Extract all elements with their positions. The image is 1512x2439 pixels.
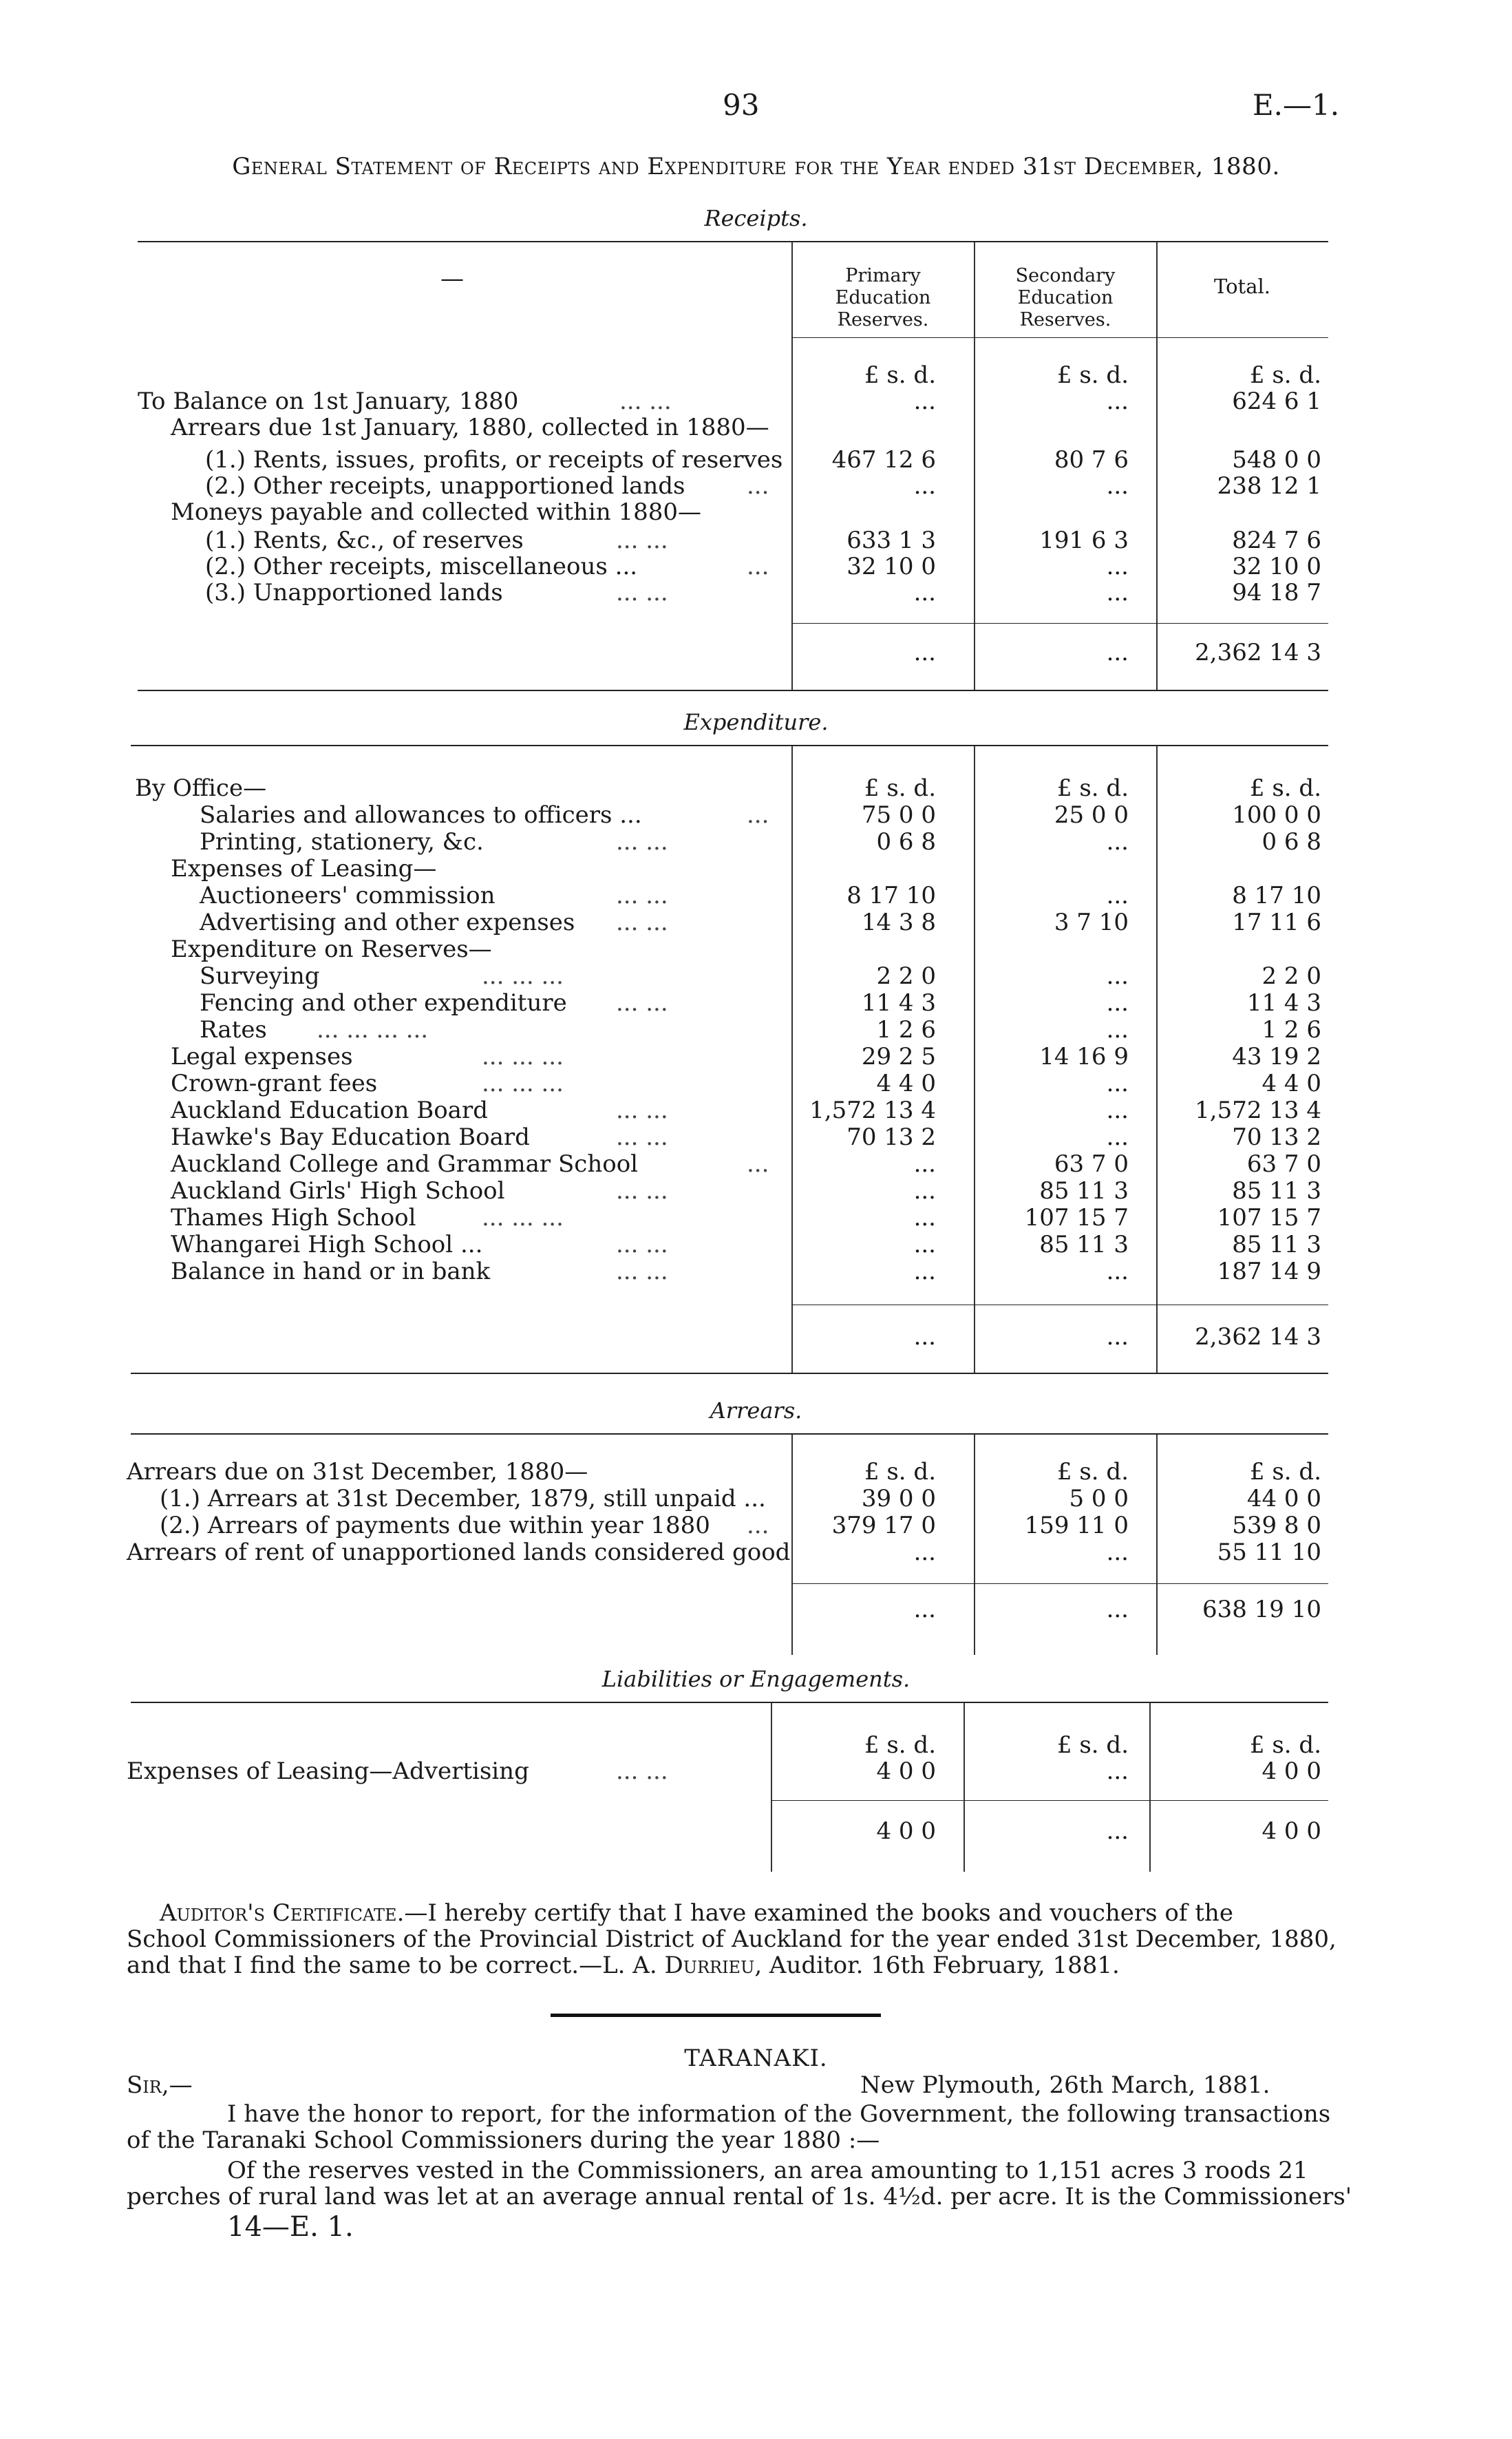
rule (131, 1373, 1328, 1374)
salutation: Sir,— (127, 2071, 193, 2099)
row-label: Arrears due on 31st December, 1880— (127, 1458, 588, 1486)
row-label: Moneys payable and collected within 1880— (171, 498, 702, 526)
primary-value: 633 1 3 (846, 527, 936, 554)
leader-dots: ... ... (616, 989, 668, 1017)
paragraph-line: Of the reserves vested in the Commissioners, an area amounting to 1,151 acres 3 roods 21 (227, 2157, 1308, 2184)
row-label: Crown-grant fees (171, 1070, 378, 1097)
leader-dots: ... ... (616, 1123, 668, 1151)
table-row (0, 1485, 1512, 1512)
unit-label: £ s. d. (864, 1731, 936, 1759)
table-row (0, 962, 1512, 990)
row-label: Expenses of Leasing— (171, 855, 437, 883)
table-row (0, 1043, 1512, 1070)
table-row (0, 1539, 1512, 1566)
secondary-value: ... (1106, 553, 1129, 580)
row-label: Whangarei High School ... (171, 1231, 483, 1258)
secondary-value: 159 11 0 (1024, 1512, 1129, 1539)
total-row (0, 1596, 1512, 1623)
section-separator (551, 2014, 881, 2017)
arrears-heading: Arrears. (710, 1397, 802, 1424)
secondary-value: 25 0 0 (1054, 801, 1129, 829)
total-value: 539 8 0 (1232, 1512, 1321, 1539)
leader-dots: ... ... (616, 1231, 668, 1258)
total-value: 70 13 2 (1232, 1123, 1321, 1151)
table-row (0, 553, 1512, 580)
row-label: Printing, stationery, &c. (200, 828, 484, 856)
liabilities-heading: Liabilities or Engagements. (601, 1666, 911, 1692)
row-label: Auckland Education Board (171, 1097, 488, 1124)
primary-value: 1,572 13 4 (809, 1097, 936, 1124)
leader-dots: ... ... (619, 388, 672, 415)
row-label: Balance in hand or in bank (171, 1258, 491, 1285)
total-value: 624 6 1 (1232, 388, 1321, 415)
units-row (0, 361, 1512, 389)
table-row (0, 909, 1512, 936)
total-value: 63 7 0 (1246, 1150, 1321, 1178)
column-divider (963, 1703, 965, 1872)
secondary-value: ... (1106, 1258, 1129, 1285)
leader-dots: ... ... (616, 1177, 668, 1205)
primary-value: 75 0 0 (861, 801, 936, 829)
row-label: (1.) Arrears at 31st December, 1879, still unpaid ... (160, 1485, 766, 1512)
row-label: (1.) Rents, &c., of reserves (205, 527, 524, 554)
row-label: Expenditure on Reserves— (171, 936, 492, 963)
paragraph-line: of the Taranaki School Commissioners during the year 1880 :— (127, 2126, 880, 2154)
leader-dots: ... ... ... ... (317, 1016, 429, 1044)
secondary-total: ... (1106, 1596, 1129, 1623)
table-row (0, 1231, 1512, 1258)
total-value: 8 17 10 (1232, 882, 1321, 909)
footer-signature: 14—E. 1. (227, 2211, 354, 2243)
row-label: Auckland College and Grammar School (171, 1150, 639, 1178)
grand-total: 638 19 10 (1202, 1596, 1321, 1623)
row-label: (3.) Unapportioned lands (205, 579, 503, 606)
rule (138, 241, 1328, 242)
unit-label: £ s. d. (864, 361, 936, 389)
rule (131, 1702, 1328, 1703)
primary-total: ... (913, 1323, 936, 1351)
total-value: 2 2 0 (1261, 962, 1321, 990)
leader-dots: ... ... (616, 828, 668, 856)
primary-value: ... (913, 388, 936, 415)
table-row (0, 1177, 1512, 1205)
primary-value: 1 2 6 (876, 1016, 936, 1044)
leader-dots: ... ... (616, 882, 668, 909)
row-label: Thames High School (171, 1204, 416, 1232)
row-label: Auctioneers' commission (200, 882, 496, 909)
table-row (0, 1123, 1512, 1151)
primary-value: ... (913, 1204, 936, 1232)
secondary-value: ... (1106, 388, 1129, 415)
table-row (0, 472, 1512, 500)
total-value: 55 11 10 (1217, 1539, 1321, 1566)
total-value: 100 0 0 (1232, 801, 1321, 829)
secondary-column-header: Secondary Education Reserves. (1015, 265, 1116, 330)
total-value: 238 12 1 (1217, 472, 1321, 500)
secondary-value: 85 11 3 (1039, 1231, 1129, 1258)
total-value: 1,572 13 4 (1195, 1097, 1321, 1124)
unit-label: £ s. d. (1056, 1731, 1129, 1759)
primary-value: 2 2 0 (876, 962, 936, 990)
total-value: 4 4 0 (1261, 1070, 1321, 1097)
total-column-header: Total. (1214, 275, 1270, 298)
certificate-text: , Auditor. 16th February, 1881. (754, 1952, 1120, 1979)
receipts-heading: Receipts. (704, 205, 808, 231)
rule (791, 337, 1328, 338)
unit-label: £ s. d. (864, 1458, 936, 1486)
secondary-value: ... (1106, 828, 1129, 856)
secondary-value: ... (1106, 1097, 1129, 1124)
paragraph-line: I have the honor to report, for the information of the Government, the following transactions (227, 2100, 1331, 2128)
table-row (0, 1731, 1512, 1759)
grand-total: 2,362 14 3 (1195, 639, 1321, 666)
row-label: (2.) Other receipts, miscellaneous ... (205, 553, 638, 580)
table-row (0, 446, 1512, 474)
unit-label: £ s. d. (1249, 1458, 1321, 1486)
leader-dots: ... ... ... (482, 962, 564, 990)
primary-value: 8 17 10 (846, 882, 936, 909)
primary-value: ... (913, 1539, 936, 1566)
rule (138, 690, 1328, 691)
table-row (0, 1204, 1512, 1232)
row-label: (2.) Other receipts, unapportioned lands (205, 472, 685, 500)
column-divider (771, 1703, 772, 1872)
certificate-line-3 (127, 1952, 1120, 1978)
table-row (0, 936, 1512, 963)
table-row (0, 414, 1512, 441)
secondary-value: 5 0 0 (1069, 1485, 1129, 1512)
leader-dots: ... (747, 801, 769, 829)
leader-dots: ... (747, 553, 769, 580)
primary-value: 4 0 0 (876, 1757, 936, 1785)
unit-label: £ s. d. (1056, 1458, 1129, 1486)
table-row (0, 388, 1512, 415)
certificate-text: and that I find the same to be correct.—L. A. (127, 1952, 665, 1979)
table-row (0, 882, 1512, 909)
stub-heading-dash: — (440, 265, 464, 293)
row-label: Salaries and allowances to officers ... (200, 801, 642, 829)
secondary-total: ... (1106, 639, 1129, 666)
total-row (0, 1323, 1512, 1351)
total-value: 44 0 0 (1246, 1485, 1321, 1512)
primary-column-header: Primary Education Reserves. (835, 265, 931, 330)
table-row (0, 1512, 1512, 1539)
statement-title: General Statement of Receipts and Expenditure for the Year ended 31st December, 1880. (232, 153, 1280, 180)
leader-dots: ... (747, 1150, 769, 1178)
rule (131, 745, 1328, 746)
grand-total: 2,362 14 3 (1195, 1323, 1321, 1351)
primary-value: ... (913, 472, 936, 500)
leader-dots: ... ... ... (482, 1204, 564, 1232)
unit-label: £ s. d. (1056, 361, 1129, 389)
secondary-total: ... (1106, 1323, 1129, 1351)
table-row (0, 579, 1512, 606)
primary-value: 70 13 2 (846, 1123, 936, 1151)
leader-dots: ... (747, 1512, 769, 1539)
paragraph-line: perches of rural land was let at an average annual rental of 1s. 4½d. per acre. It is the Commissioners' (127, 2183, 1352, 2210)
secondary-value: ... (1106, 579, 1129, 606)
row-label: Advertising and other expenses (200, 909, 575, 936)
primary-value: 467 12 6 (831, 446, 936, 474)
secondary-value: ... (1106, 882, 1129, 909)
unit-label: £ s. d. (864, 774, 936, 802)
rule (791, 623, 1328, 624)
primary-value: ... (913, 1150, 936, 1178)
rule (771, 1800, 1328, 1801)
total-value: 85 11 3 (1232, 1231, 1321, 1258)
primary-value: ... (913, 1258, 936, 1285)
rule (791, 1583, 1328, 1584)
row-label: Expenses of Leasing—Advertising (127, 1757, 529, 1785)
total-value: 0 6 8 (1261, 828, 1321, 856)
row-label: Surveying (200, 962, 320, 990)
leader-dots: ... ... (616, 1757, 668, 1785)
certificate-text: —I hereby certify that I have examined the books and vouchers of the (404, 1899, 1233, 1927)
expenditure-heading: Expenditure. (683, 709, 829, 735)
total-value: 11 4 3 (1246, 989, 1321, 1017)
row-label: (1.) Rents, issues, profits, or receipts of reserves (205, 446, 783, 474)
total-value: 107 15 7 (1217, 1204, 1321, 1232)
table-row (0, 855, 1512, 883)
rule (131, 1433, 1328, 1435)
secondary-value: 63 7 0 (1054, 1150, 1129, 1178)
secondary-value: ... (1106, 1757, 1129, 1785)
row-label: To Balance on 1st January, 1880 (138, 388, 519, 415)
table-row (0, 774, 1512, 802)
row-label: By Office— (135, 774, 267, 802)
primary-value: 14 3 8 (861, 909, 936, 936)
unit-label: £ s. d. (1056, 774, 1129, 802)
primary-total: ... (913, 639, 936, 666)
table-row (0, 1150, 1512, 1178)
row-label: Auckland Girls' High School (171, 1177, 505, 1205)
leader-dots: ... ... (616, 1258, 668, 1285)
certificate-line-1 (160, 1900, 1233, 1926)
table-row (0, 1458, 1512, 1486)
total-value: 187 14 9 (1217, 1258, 1321, 1285)
secondary-value: ... (1106, 962, 1129, 990)
total-value: 548 0 0 (1232, 446, 1321, 474)
total-row (0, 639, 1512, 666)
unit-label: £ s. d. (1249, 774, 1321, 802)
leader-dots: ... ... (616, 909, 668, 936)
document-reference: E.—1. (1253, 88, 1340, 122)
secondary-value: ... (1106, 1070, 1129, 1097)
primary-value: ... (913, 1231, 936, 1258)
secondary-value: 3 7 10 (1054, 909, 1129, 936)
primary-value: 4 4 0 (876, 1070, 936, 1097)
unit-label: £ s. d. (1249, 1731, 1321, 1759)
table-row (0, 1070, 1512, 1097)
secondary-total: ... (1106, 1817, 1129, 1845)
primary-value: ... (913, 579, 936, 606)
leader-dots: ... ... ... (482, 1043, 564, 1070)
table-row (0, 1258, 1512, 1285)
total-value: 17 11 6 (1232, 909, 1321, 936)
unit-label: £ s. d. (1249, 361, 1321, 389)
total-value: 43 19 2 (1232, 1043, 1321, 1070)
total-value: 32 10 0 (1232, 553, 1321, 580)
total-row (0, 1817, 1512, 1845)
certificate-lead: Auditor's Certificate. (160, 1899, 405, 1927)
grand-total: 4 0 0 (1261, 1817, 1321, 1845)
total-value: 824 7 6 (1232, 527, 1321, 554)
row-label: Hawke's Bay Education Board (171, 1123, 530, 1151)
primary-value: 11 4 3 (861, 989, 936, 1017)
leader-dots: ... ... (616, 579, 668, 606)
table-row (0, 527, 1512, 554)
row-label: (2.) Arrears of payments due within year 1880 (160, 1512, 710, 1539)
table-row (0, 828, 1512, 856)
table-row (0, 989, 1512, 1017)
certificate-line-2: School Commissioners of the Provincial District of Auckland for the year ended 31st December, 1880, (127, 1925, 1337, 1953)
secondary-value: ... (1106, 1016, 1129, 1044)
primary-value: 29 2 5 (861, 1043, 936, 1070)
total-value: 1 2 6 (1261, 1016, 1321, 1044)
table-row (0, 801, 1512, 829)
place-date: New Plymouth, 26th March, 1881. (860, 2071, 1270, 2099)
row-label: Arrears due 1st January, 1880, collected in 1880— (171, 414, 769, 441)
table-row (0, 1016, 1512, 1044)
column-divider (1149, 1703, 1151, 1872)
secondary-value: ... (1106, 1123, 1129, 1151)
primary-value: 32 10 0 (846, 553, 936, 580)
secondary-value: 85 11 3 (1039, 1177, 1129, 1205)
taranaki-heading: TARANAKI. (684, 2045, 828, 2072)
primary-value: ... (913, 1177, 936, 1205)
primary-total: ... (913, 1596, 936, 1623)
row-label: Legal expenses (171, 1043, 353, 1070)
row-label: Arrears of rent of unapportioned lands considered good (127, 1539, 791, 1566)
leader-dots: ... ... (616, 527, 668, 554)
leader-dots: ... ... (616, 1097, 668, 1124)
row-label: Rates (200, 1016, 267, 1044)
secondary-value: ... (1106, 1539, 1129, 1566)
table-row (0, 1757, 1512, 1785)
page-number: 93 (723, 88, 760, 122)
total-value: 85 11 3 (1232, 1177, 1321, 1205)
leader-dots: ... ... ... (482, 1070, 564, 1097)
secondary-value: 191 6 3 (1039, 527, 1129, 554)
auditor-name: Durrieu (664, 1952, 755, 1979)
table-row (0, 1097, 1512, 1124)
total-value: 4 0 0 (1261, 1757, 1321, 1785)
row-label: Fencing and other expenditure (200, 989, 567, 1017)
primary-value: 39 0 0 (861, 1485, 936, 1512)
secondary-value: 80 7 6 (1054, 446, 1129, 474)
secondary-value: ... (1106, 989, 1129, 1017)
table-row (0, 498, 1512, 526)
primary-value: 379 17 0 (831, 1512, 936, 1539)
primary-value: 0 6 8 (876, 828, 936, 856)
secondary-value: 14 16 9 (1039, 1043, 1129, 1070)
secondary-value: 107 15 7 (1024, 1204, 1129, 1232)
primary-total: 4 0 0 (876, 1817, 936, 1845)
leader-dots: ... (747, 472, 769, 500)
total-value: 94 18 7 (1232, 579, 1321, 606)
secondary-value: ... (1106, 472, 1129, 500)
